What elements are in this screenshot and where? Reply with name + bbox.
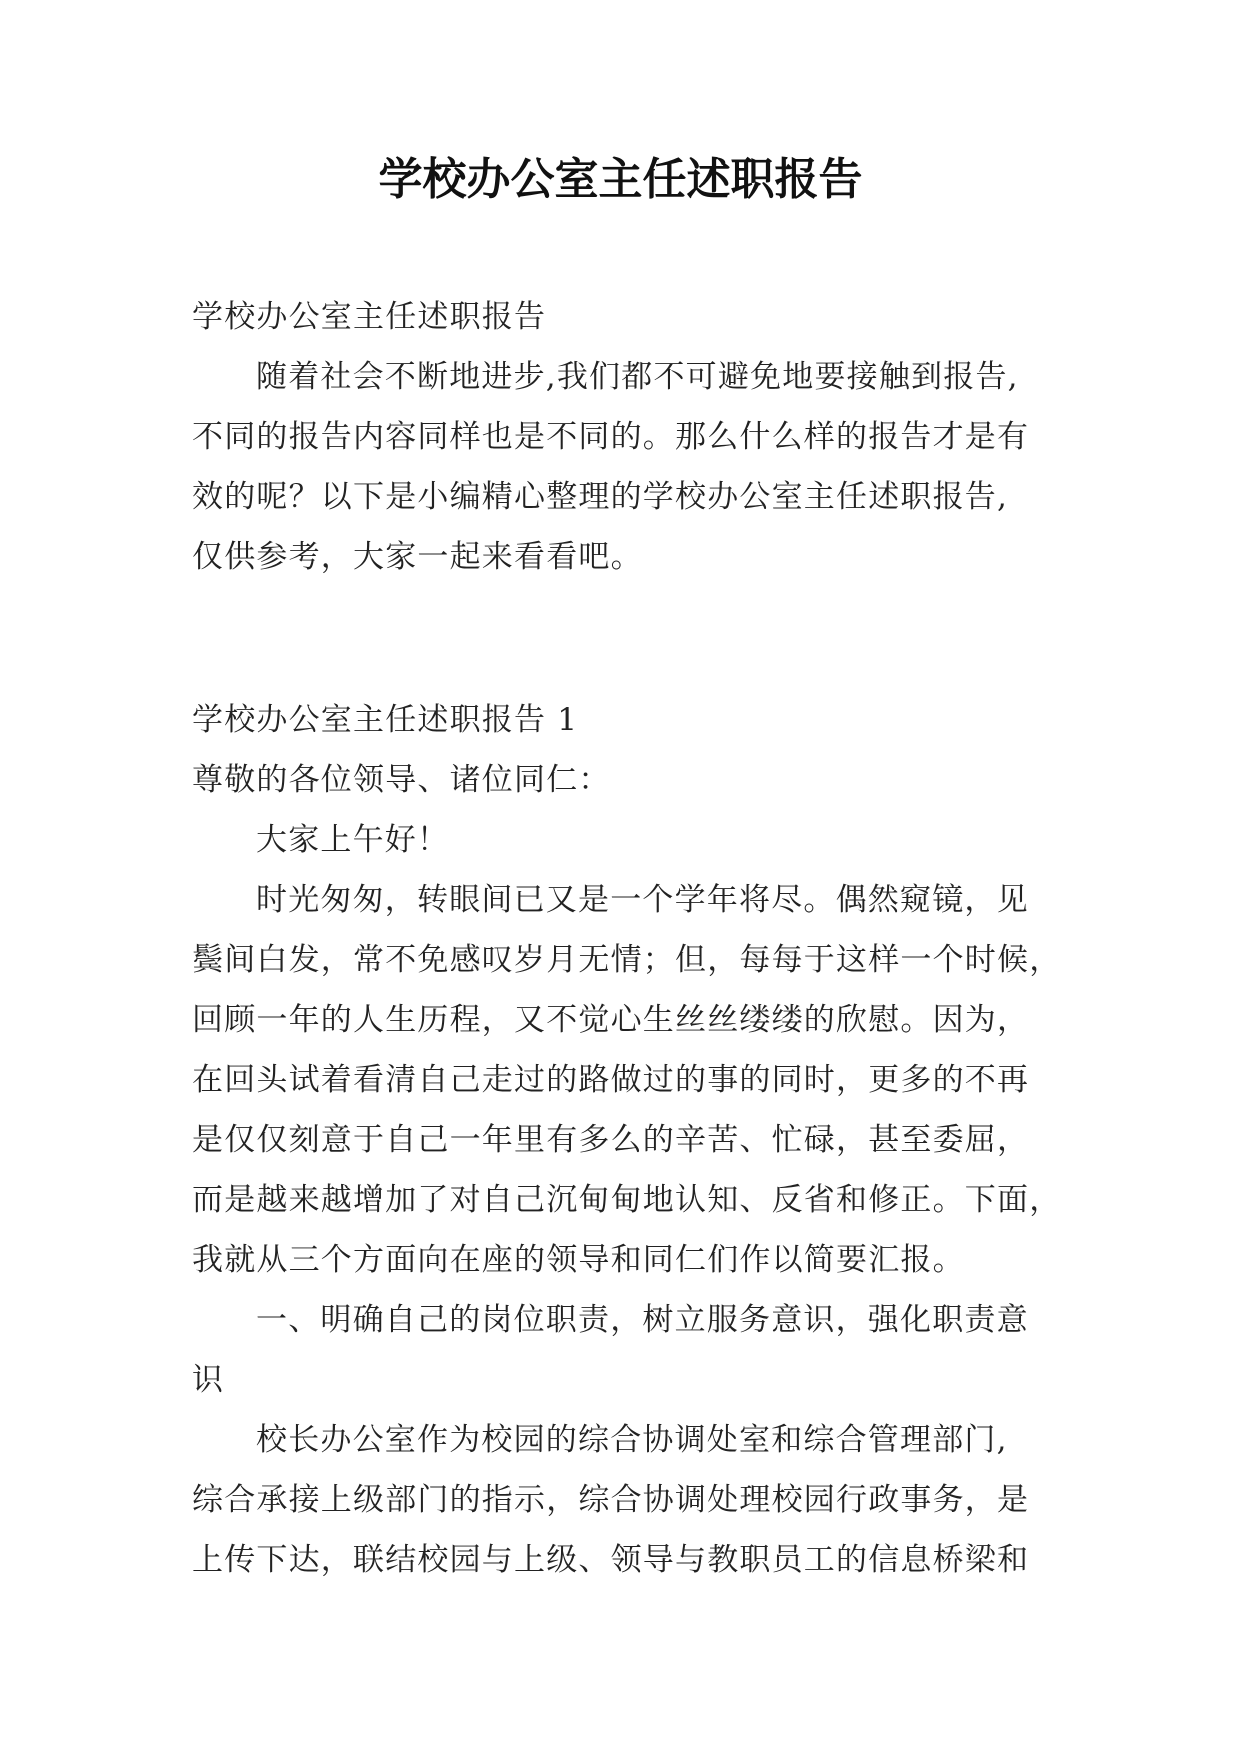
document-title: 学校办公室主任述职报告	[378, 154, 863, 205]
point-heading-line: 识	[192, 1362, 225, 1398]
paragraph-line: 而是越来越增加了对自己沉甸甸地认知、反省和修正。下面，	[192, 1182, 1062, 1218]
paragraph-line: 综合承接上级部门的指示，综合协调处理校园行政事务，是	[192, 1482, 1030, 1518]
paragraph-line: 鬓间白发，常不免感叹岁月无情；但，每每于这样一个时候，	[192, 942, 1062, 978]
paragraph-line: 回顾一年的人生历程，又不觉心生丝丝缕缕的欣慰。因为，	[192, 1002, 1030, 1038]
paragraph-line: 我就从三个方面向在座的领导和同仁们作以简要汇报。	[192, 1242, 965, 1278]
intro-paragraph-line: 仅供参考，大家一起来看看吧。	[192, 539, 643, 575]
salutation: 尊敬的各位领导、诸位同仁：	[192, 762, 611, 798]
intro-paragraph-line: 随着社会不断地进步,我们都不可避免地要接触到报告,	[256, 359, 1019, 395]
paragraph-line: 上传下达，联结校园与上级、领导与教职员工的信息桥梁和	[192, 1542, 1030, 1578]
intro-paragraph-line: 不同的报告内容同样也是不同的。那么什么样的报告才是有	[192, 419, 1030, 455]
intro-block	[192, 287, 1062, 587]
greeting: 大家上午好！	[256, 822, 450, 858]
intro-heading: 学校办公室主任述职报告	[192, 299, 547, 335]
point-heading-line: 一、明确自己的岗位职责，树立服务意识，强化职责意	[256, 1302, 1029, 1338]
section-heading: 学校办公室主任述职报告 1	[192, 702, 579, 738]
paragraph-line: 在回头试着看清自己走过的路做过的事的同时，更多的不再	[192, 1062, 1030, 1098]
paragraph-line: 是仅仅刻意于自己一年里有多么的辛苦、忙碌，甚至委屈，	[192, 1122, 1030, 1158]
paragraph-line: 校长办公室作为校园的综合协调处室和综合管理部门,	[256, 1422, 1008, 1458]
section-1-block	[192, 690, 1062, 1590]
intro-paragraph-line: 效的呢？以下是小编精心整理的学校办公室主任述职报告,	[192, 479, 1009, 515]
paragraph-line: 时光匆匆，转眼间已又是一个学年将尽。偶然窥镜，见	[256, 882, 1029, 918]
